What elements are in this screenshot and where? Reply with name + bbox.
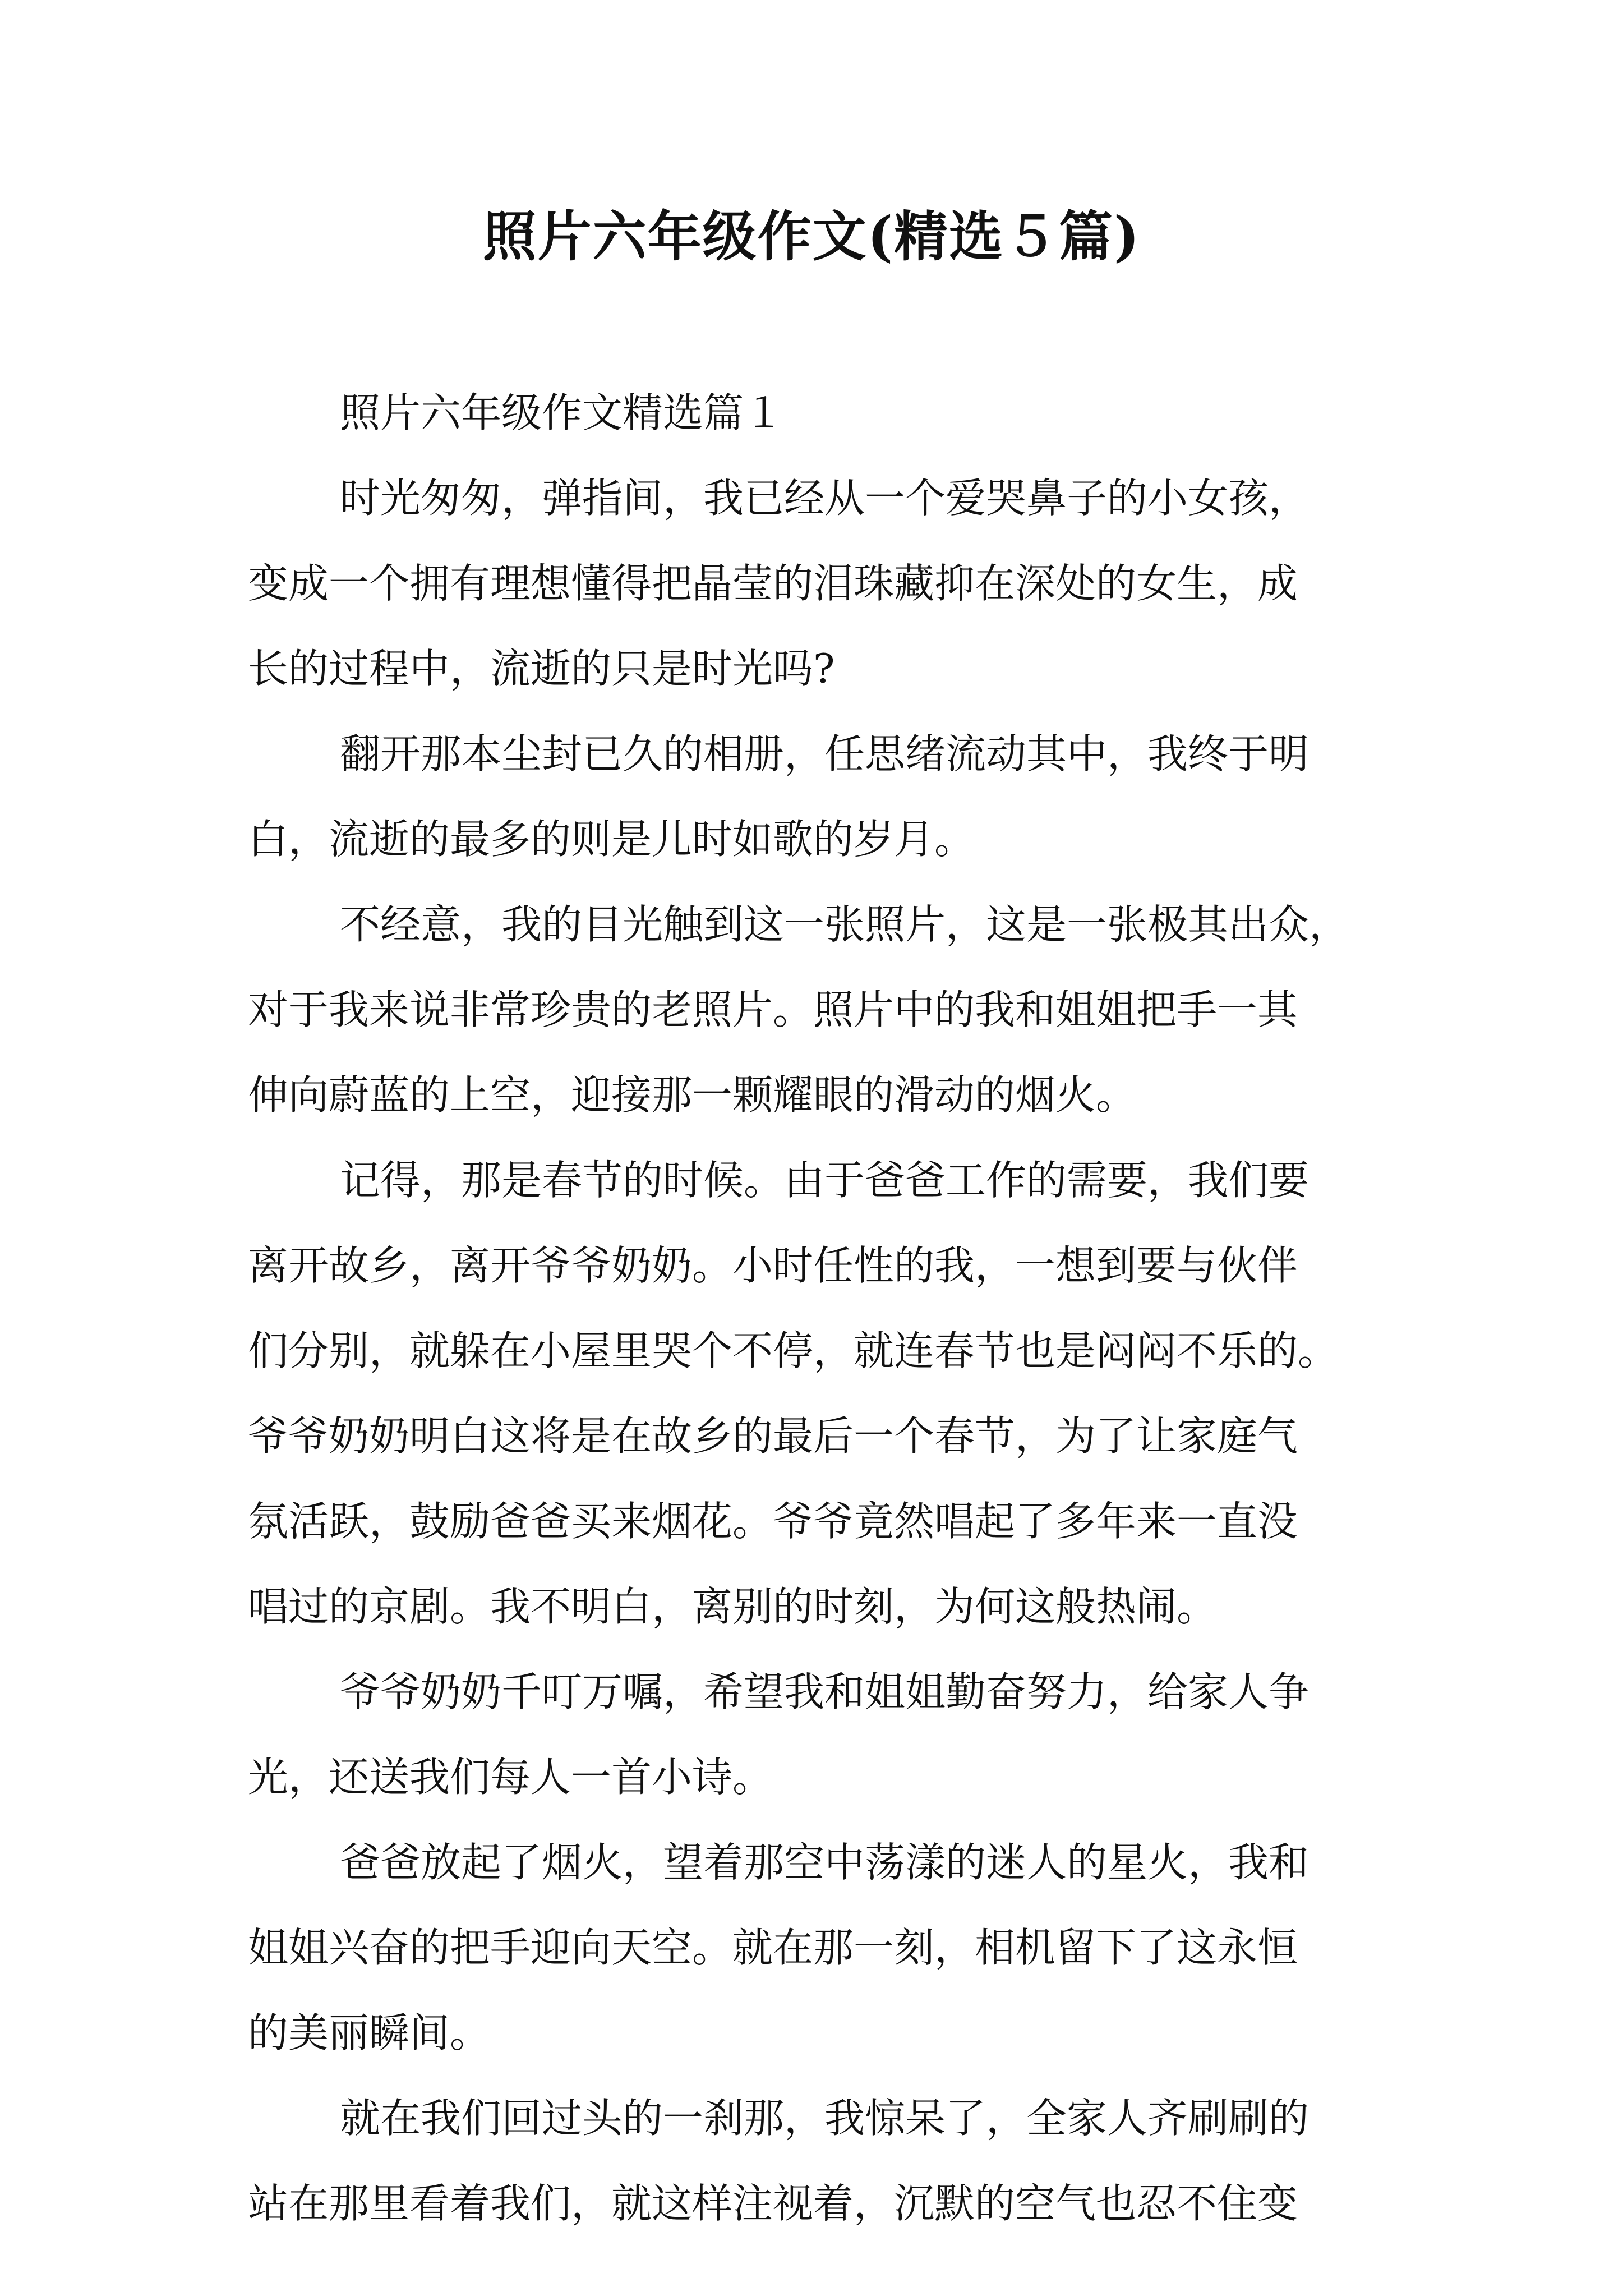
text-line: 离开故乡，离开爷爷奶奶。小时任性的我，一想到要与伙伴 [248, 1242, 1298, 1289]
text-line: 氛活跃，鼓励爸爸买来烟花。爷爷竟然唱起了多年来一直没 [248, 1498, 1298, 1545]
text-line: 爷爷奶奶千叮万嘱，希望我和姐姐勤奋努力，给家人争 [340, 1668, 1310, 1715]
text-line: 姐姐兴奋的把手迎向天空。就在那一刻，相机留下了这永恒 [248, 1924, 1298, 1971]
text-line: 光，还送我们每人一首小诗。 [248, 1754, 773, 1801]
text-line: 时光匆匆，弹指间，我已经从一个爱哭鼻子的小女孩， [340, 475, 1310, 522]
text-line: 的美丽瞬间。 [248, 2009, 491, 2056]
text-line: 对于我来说非常珍贵的老照片。照片中的我和姐姐把手一其 [248, 986, 1298, 1033]
text-line: 们分别，就躲在小屋里哭个不停，就连春节也是闷闷不乐的。 [248, 1327, 1339, 1374]
text-line: 变成一个拥有理想懂得把晶莹的泪珠藏抑在深处的女生，成 [248, 560, 1298, 607]
text-line: 站在那里看着我们，就这样注视着，沉默的空气也忍不住变 [248, 2180, 1298, 2227]
text-line: 爷爷奶奶明白这将是在故乡的最后一个春节，为了让家庭气 [248, 1412, 1298, 1460]
text-line: 唱过的京剧。我不明白，离别的时刻，为何这般热闹。 [248, 1583, 1218, 1630]
text-line: 记得，那是春节的时候。由于爸爸工作的需要，我们要 [340, 1157, 1310, 1204]
document-title: 照片六年级作文(精选５篇) [482, 205, 1141, 268]
article-body [248, 370, 1398, 2246]
text-line: 不经意，我的目光触到这一张照片，这是一张极其出众， [340, 901, 1350, 948]
text-line: 伸向蔚蓝的上空，迎接那一颗耀眼的滑动的烟火。 [248, 1071, 1137, 1119]
text-line: 爸爸放起了烟火，望着那空中荡漾的迷人的星火，我和 [340, 1839, 1310, 1886]
text-line: 就在我们回过头的一刹那，我惊呆了，全家人齐刷刷的 [340, 2095, 1310, 2142]
text-line: 白，流逝的最多的则是儿时如歌的岁月。 [248, 816, 975, 863]
text-line: 翻开那本尘封已久的相册，任思绪流动其中，我终于明 [340, 730, 1310, 777]
text-line: 长的过程中，流逝的只是时光吗? [248, 645, 835, 692]
section-heading: 照片六年级作文精选篇１ [340, 389, 785, 436]
